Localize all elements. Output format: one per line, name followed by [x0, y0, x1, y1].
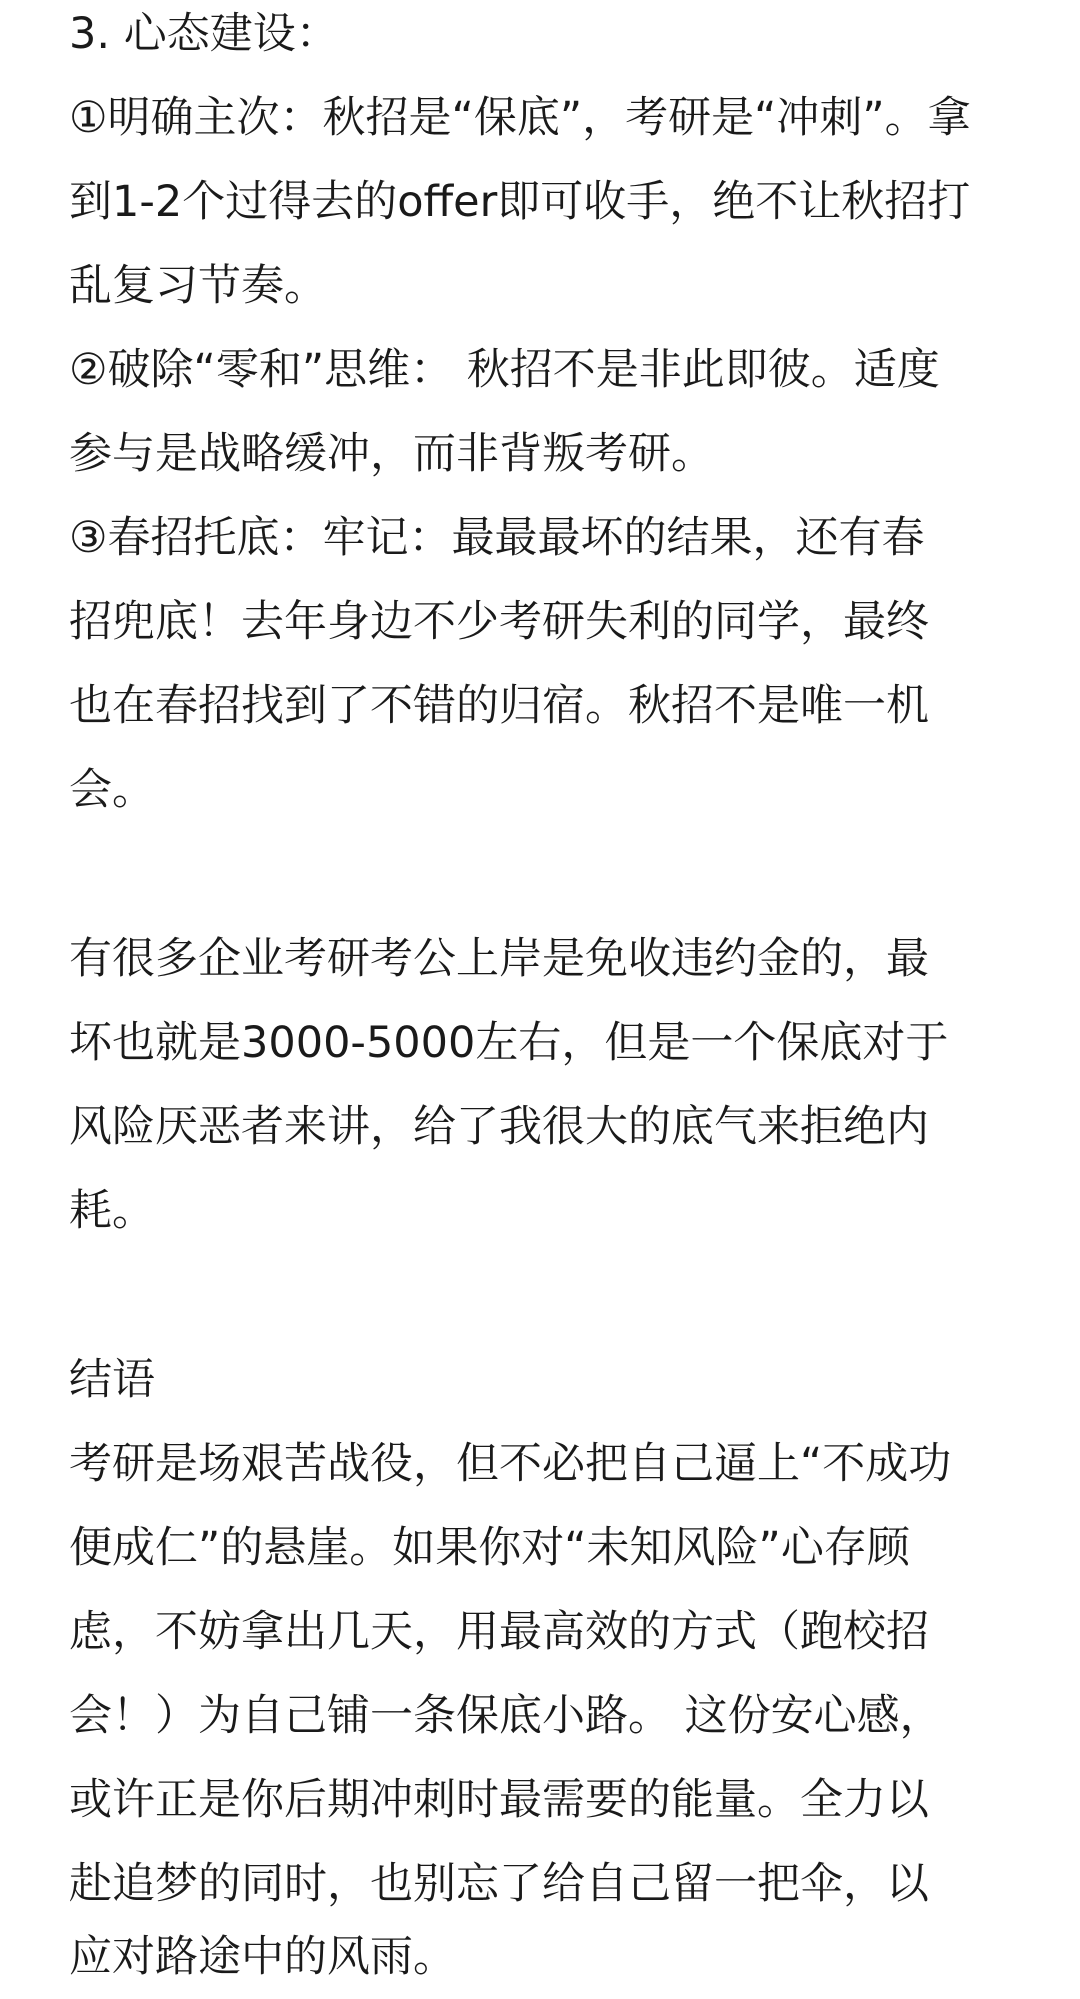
paragraph-line: 或许正是你后期冲刺时最需要的能量。全力以 — [69, 1775, 929, 1825]
paragraph-line: ②破除“零和”思维： 秋招不是非此即彼。适度 — [69, 345, 940, 395]
paragraph-line: 招兜底！去年身边不少考研失利的同学，最终 — [69, 597, 929, 647]
paragraph-line: 乱复习节奏。 — [69, 261, 327, 311]
paragraph-line: ③春招托底：牢记：最最最坏的结果，还有春 — [69, 513, 925, 563]
paragraph-line: 会！）为自己铺一条保底小路。 这份安心感， — [69, 1691, 943, 1741]
paragraph-line: 参与是战略缓冲，而非背叛考研。 — [69, 429, 714, 479]
paragraph-line: 考研是场艰苦战役，但不必把自己逼上“不成功 — [69, 1439, 952, 1489]
paragraph-line: 虑，不妨拿出几天，用最高效的方式（跑校招 — [69, 1607, 929, 1657]
paragraph-line: 会。 — [69, 765, 155, 815]
paragraph-line: 风险厌恶者来讲，给了我很大的底气来拒绝内 — [69, 1102, 929, 1152]
section-heading: 3. 心态建设： — [69, 9, 339, 59]
conclusion-heading: 结语 — [69, 1355, 155, 1405]
paragraph-line: ①明确主次：秋招是“保底”，考研是“冲刺”。拿 — [69, 93, 971, 143]
paragraph-line: 坏也就是3000-5000左右，但是一个保底对于 — [69, 1018, 949, 1068]
paragraph-line: 到1-2个过得去的offer即可收手，绝不让秋招打 — [69, 177, 971, 227]
paragraph-line: 也在春招找到了不错的归宿。秋招不是唯一机 — [69, 681, 929, 731]
paragraph-line: 有很多企业考研考公上岸是免收违约金的，最 — [69, 934, 929, 984]
paragraph-line: 赴追梦的同时，也别忘了给自己留一把伞，以 — [69, 1859, 929, 1909]
paragraph-line: 便成仁”的悬崖。如果你对“未知风险”心存顾 — [69, 1523, 910, 1573]
paragraph-line: 耗。 — [69, 1186, 155, 1236]
paragraph-line: 应对路途中的风雨。 — [69, 1932, 456, 1982]
